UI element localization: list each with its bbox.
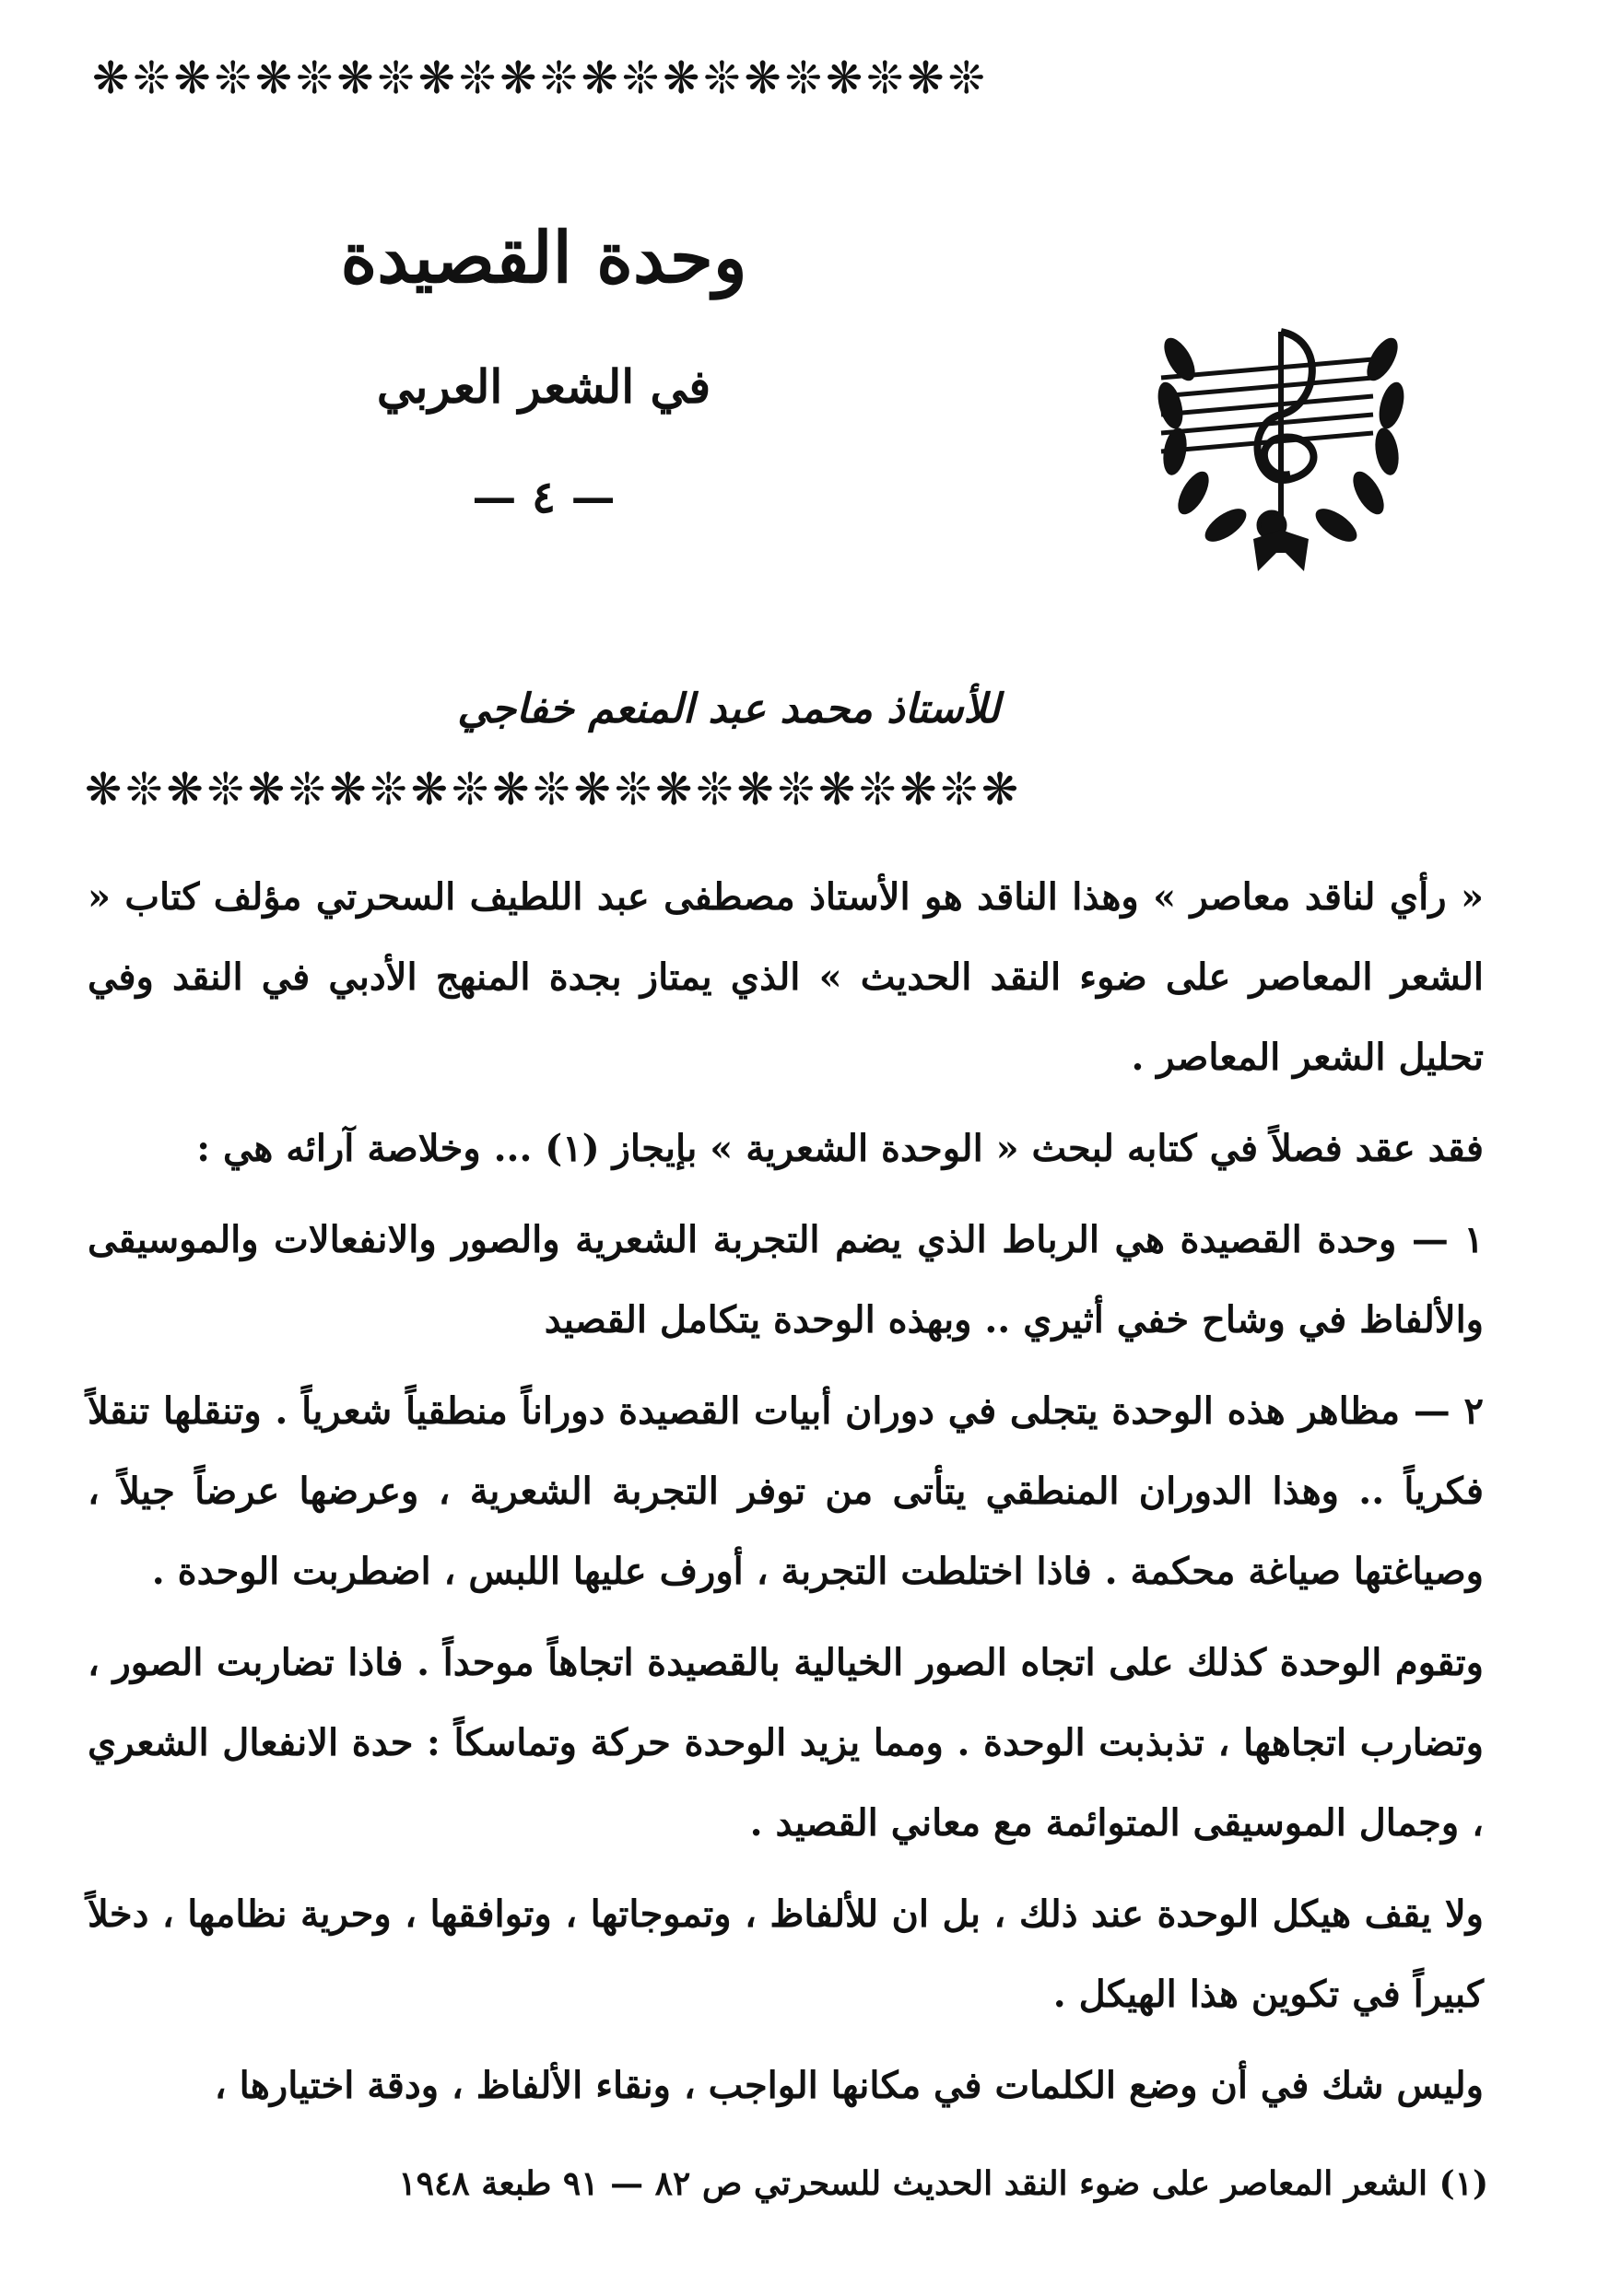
article-title: وحدة القصيدة [340,217,747,299]
part-number: — ٤ — [472,472,616,523]
body-paragraph: ٢ — مظاهر هذه الوحدة يتجلى في دوران أبيات القصيدة دوراناً منطقياً شعرياً . وتنقلها تنقلاً فكرياً .. وهذا الدوران المنطقي يتأتى من توفر التجربة الشعرية ، وعرضها عرضاً جيلاً ، وصياغتها صياغة محكمة . فاذا اختلطت التجربة ، أورف عليها اللبس ، اضطربت الوحدة . [88,1389,1484,1593]
article-subtitle: في الشعر العربي [376,359,711,414]
footnote: (١) الشعر المعاصر على ضوء النقد الحديث للسحرتي ص ٨٢ — ٩١ طبعة ١٩٤٨ [398,2164,1488,2203]
laurel-music-emblem [1143,304,1419,580]
body-paragraph: ولا يقف هيكل الوحدة عند ذلك ، بل ان للألفاظ ، وتموجاتها ، وتوافقها ، وحرية نظامها ، دخلاً كبيراً في تكوين هذا الهيكل . [88,1892,1484,2016]
divider-ornament-border: ❋❊❋❊❋❊❋❊❋❊❋❊❋❊❋❊❋❊❋❊❋❊❋ [85,764,1023,815]
top-ornament-border: ❋❊❋❊❋❊❋❊❋❊❋❊❋❊❋❊❋❊❋❊❋❊ [92,53,989,104]
body-paragraph: وليس شك في أن وضع الكلمات في مكانها الواجب ، ونقاء الألفاظ ، ودقة اختيارها ، [214,2064,1484,2107]
body-paragraph: وتقوم الوحدة كذلك على اتجاه الصور الخيالية بالقصيدة اتجاهاً موحداً . فاذا تضاربت الصور ، وتضارب اتجاهها ، تذبذبت الوحدة . ومما يزيد الوحدة حركة وتماسكاً : حدة الانفعال الشعري ، وجمال الموسيقى المتوائمة مع معاني القصيد . [88,1641,1484,1845]
author-byline: للأستاذ محمد عبد المنعم خفاجي [457,685,1000,732]
body-paragraph: فقد عقد فصلاً في كتابه لبحث « الوحدة الشعرية » بإيجاز (١) ... وخلاصة آرائه هي : [196,1127,1484,1170]
body-paragraph: « رأي لناقد معاصر » وهذا الناقد هو الأستاذ مصطفى عبد اللطيف السحرتي مؤلف كتاب « الشعر المعاصر على ضوء النقد الحديث » الذي يمتاز بجدة المنهج الأدبي في النقد وفي تحليل الشعر المعاصر . [88,875,1485,1079]
article-body [88,857,1484,2137]
body-paragraph: ١ — وحدة القصيدة هي الرباط الذي يضم التجربة الشعرية والصور والانفعالات والموسيقى والألفاظ في وشاح خفي أثيري .. وبهذه الوحدة يتكامل القصيد [88,1218,1484,1341]
